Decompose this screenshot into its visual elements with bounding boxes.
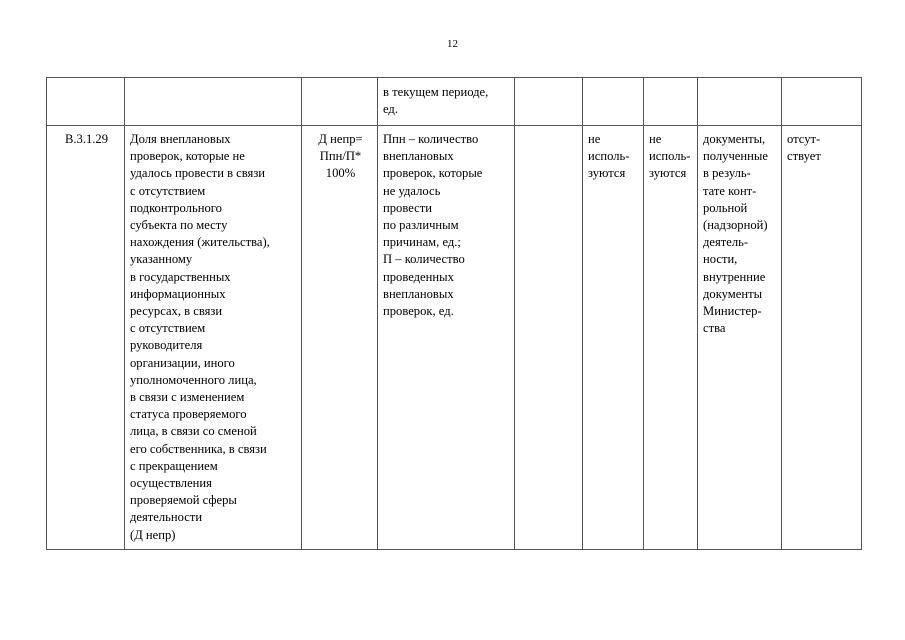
- cell-col6-empty: [583, 78, 644, 126]
- cell-col5-empty: [515, 78, 583, 126]
- page-number: 12: [447, 38, 458, 50]
- indicator-table: [46, 77, 862, 550]
- cell-description: Ппн – количество внеплановых проверок, которые не удалось провести по различным причинам, ед.; П – количество проведенных внеплановых проверок, ед.: [378, 126, 515, 550]
- cell-sources-empty: [698, 78, 782, 126]
- cell-col5: [515, 126, 583, 550]
- cell-col7: не исполь- зуются: [644, 126, 698, 550]
- cell-name: Доля внеплановых проверок, которые не удалось провести в связи с отсутствием подконтрольного субъекта по месту нахождения (жительства), указанному в государственных информационных ресурсах, в связи с отсутствием руководителя организации, иного уполномоченного лица, в связи с изменением статуса проверяемого лица, в связи со сменой его собственника, в связи с прекращением осуществления проверяемой сферы деятельности (Д непр): [125, 126, 302, 550]
- cell-name-empty: [125, 78, 302, 126]
- cell-formula: Д непр= Ппн/П* 100%: [302, 126, 378, 550]
- cell-col7-empty: [644, 78, 698, 126]
- cell-code: В.3.1.29: [47, 126, 125, 550]
- cell-col9: отсут- ствует: [782, 126, 862, 550]
- cell-col9-empty: [782, 78, 862, 126]
- cell-col6: не исполь- зуются: [583, 126, 644, 550]
- cell-sources: документы, полученные в резуль- тате конт- рольной (надзорной) деятель- ности, внутренние документы Министер- ства: [698, 126, 782, 550]
- table-row: [47, 126, 862, 550]
- table-row-continuation: [47, 78, 862, 126]
- cell-description-tail: в текущем периоде, ед.: [378, 78, 515, 126]
- cell-formula-empty: [302, 78, 378, 126]
- cell-code-empty: [47, 78, 125, 126]
